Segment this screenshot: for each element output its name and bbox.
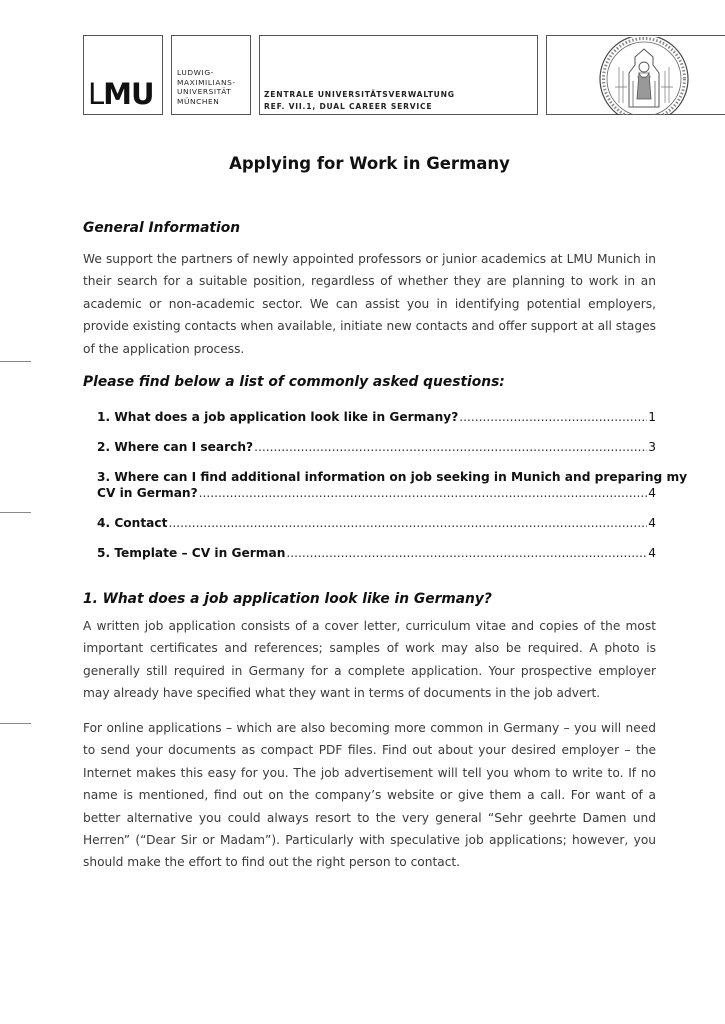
toc-item-label: 2. Where can I search? xyxy=(97,440,254,454)
logo-letter-l: L xyxy=(88,77,104,111)
toc-leader-dots xyxy=(286,546,647,561)
questions-heading: Please find below a list of commonly asked questions: xyxy=(83,374,505,390)
university-seal-box xyxy=(546,35,725,115)
toc-item[interactable] xyxy=(97,410,656,425)
toc-item-label-line1: 3. Where can I find additional information on job seeking in Munich and preparing my xyxy=(97,470,688,484)
section-1-heading: 1. What does a job application look like in Germany? xyxy=(83,591,492,607)
toc-item[interactable] xyxy=(97,516,656,531)
toc-leader-dots xyxy=(199,486,648,501)
general-information-heading: General Information xyxy=(83,220,241,236)
logo-letters-mu: MU xyxy=(103,77,154,111)
fold-mark xyxy=(0,723,31,724)
general-information-body: We support the partners of newly appointed professors or junior academics at LMU Munich in their search for a suitable position, regardless of whether they are planning to work in an academic or non-academic sector. We can assist you in identifying potential employers, provide existing contacts when available, initiate new contacts and offer support at all stages of the application process. xyxy=(83,252,656,356)
toc-item-label: 4. Contact xyxy=(97,516,168,530)
toc-item-label: 1. What does a job application look like in Germany? xyxy=(97,410,459,424)
department-box xyxy=(259,35,538,115)
fold-mark xyxy=(0,361,31,362)
toc-item-page: 4 xyxy=(648,486,656,500)
toc-item-label: CV in German? xyxy=(97,486,198,500)
university-seal-icon xyxy=(599,37,689,115)
toc-leader-dots xyxy=(168,516,647,531)
section-1-paragraph-1: A written job application consists of a cover letter, curriculum vitae and copies of the most important certificates and references; samples of work may also be required. A photo is generally still required in Germany for a complete application. Your prospective employer may already have specified what they want in terms of documents in the job advert. xyxy=(83,619,656,701)
toc-item-label: 5. Template – CV in German xyxy=(97,546,286,560)
university-name: LUDWIG- MAXIMILIANS- UNIVERSITÄT MÜNCHEN xyxy=(177,68,236,106)
toc-item-page: 4 xyxy=(648,516,656,530)
section-1-paragraph-2: For online applications – which are also becoming more common in Germany – you will need to send your documents as compact PDF files. Find out about your desired employer – the Internet makes this easy for you. The job advertisement will tell you whom to write to. If no name is mentioned, find out on the company’s website or give them a call. For want of a better alternative you could always resort to the very general “Sehr geehrte Damen und Herren” (“Dear Sir or Madam”). Particularly with speculative job applications; however, you should make the effort to find out the right person to contact. xyxy=(83,721,656,870)
toc-leader-dots xyxy=(459,410,647,425)
toc-item[interactable] xyxy=(97,470,688,501)
toc-item-page: 4 xyxy=(648,546,656,560)
punch-mark xyxy=(0,512,31,513)
toc-leader-dots xyxy=(254,440,647,455)
lmu-logo-text xyxy=(88,77,154,111)
toc-item[interactable] xyxy=(97,440,656,455)
department-name: ZENTRALE UNIVERSITÄTSVERWALTUNG REF. VII.1, DUAL CAREER SERVICE xyxy=(264,90,455,111)
toc-item[interactable] xyxy=(97,546,656,561)
page-title: Applying for Work in Germany xyxy=(229,154,510,173)
university-name-box xyxy=(171,35,251,115)
lmu-logo xyxy=(83,35,163,115)
toc-item-page: 1 xyxy=(648,410,656,424)
toc-item-page: 3 xyxy=(648,440,656,454)
